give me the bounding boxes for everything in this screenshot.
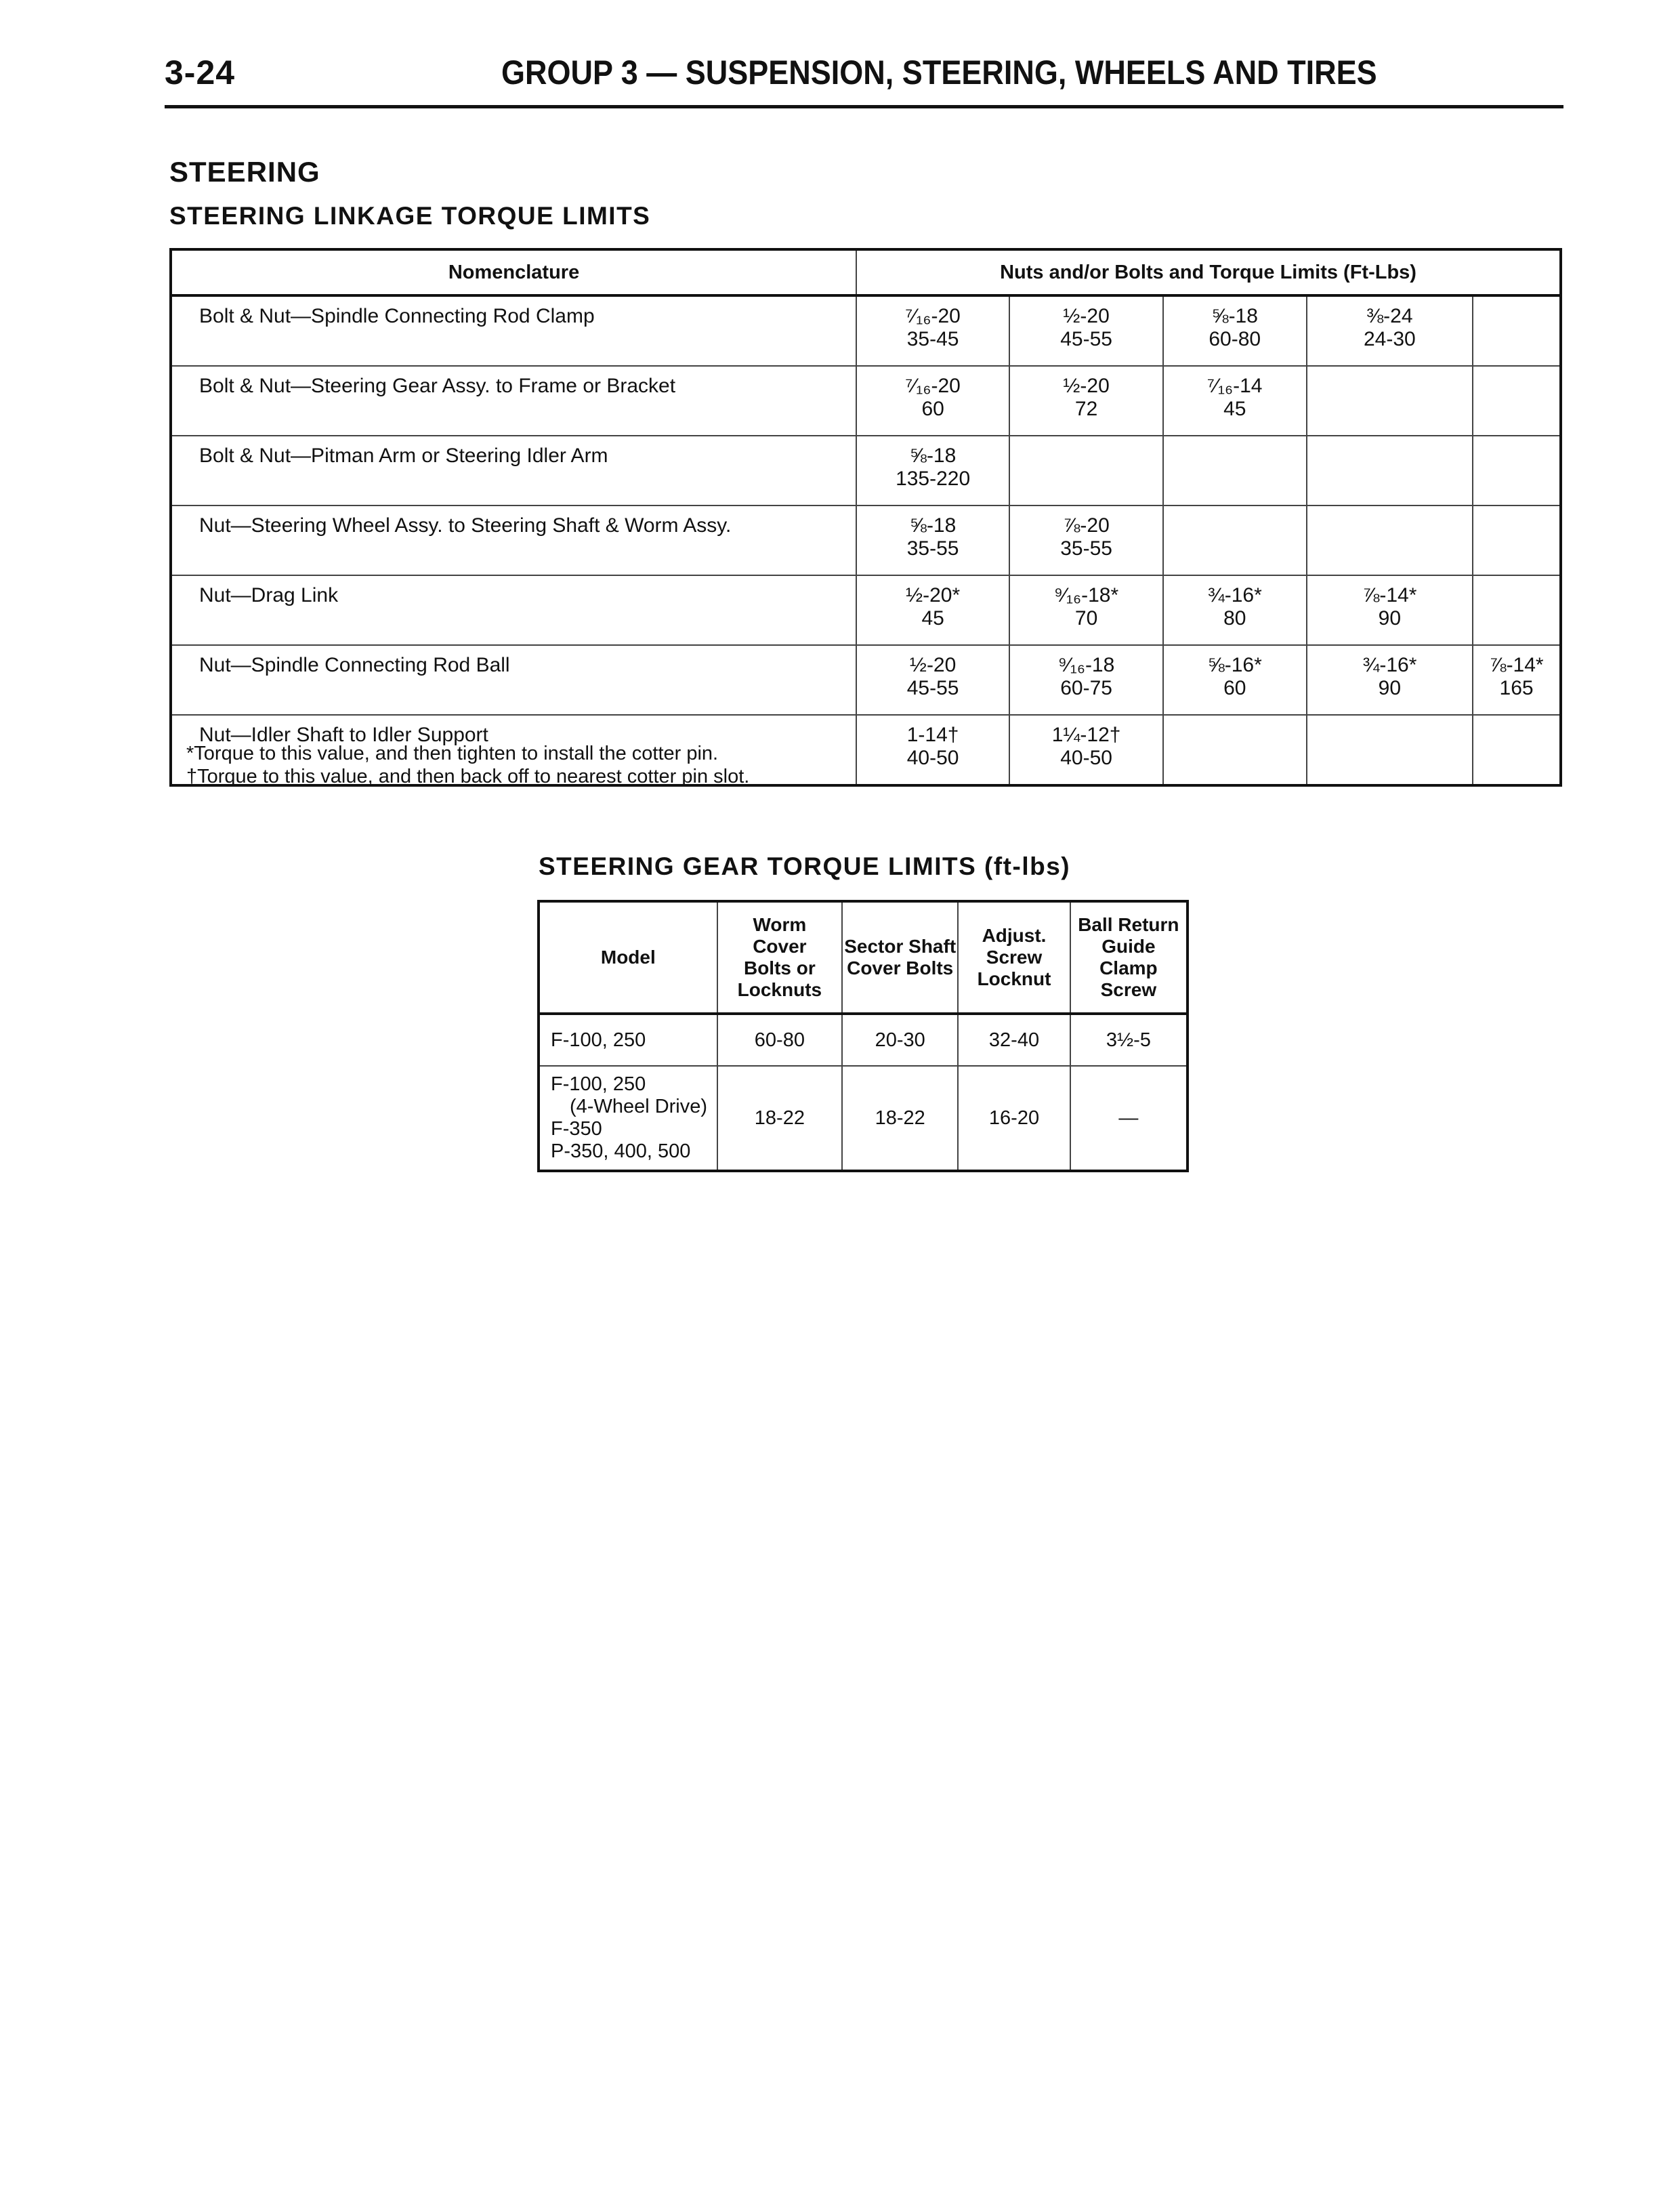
torque-cell: ⁷⁄₁₆-20 60 [856,366,1009,436]
table-header-row [171,249,1561,295]
torque-cell: 1¼-12† 40-50 [1009,715,1163,785]
col-worm-cover: Worm Cover Bolts or Locknuts [717,901,842,1014]
torque-cell [1473,366,1561,436]
nomenclature-cell: Nut—Steering Wheel Assy. to Steering Shaft & Worm Assy. [171,505,856,575]
torque-cell [1163,505,1307,575]
torque-cell: ⅝-18 135-220 [856,436,1009,505]
header-rule [165,105,1563,108]
torque-cell: ⅜-24 24-30 [1307,295,1473,366]
torque-cell [1307,436,1473,505]
sector-cell: 20-30 [842,1014,958,1066]
nomenclature-cell: Nut—Idler Shaft to Idler Support [171,715,856,785]
torque-cell [1473,505,1561,575]
torque-cell [1307,715,1473,785]
sector-cell: 18-22 [842,1066,958,1171]
adjust-cell: 32-40 [958,1014,1070,1066]
torque-cell: ⁷⁄₁₆-20 35-45 [856,295,1009,366]
torque-cell [1473,436,1561,505]
col-adjust-screw: Adjust. Screw Locknut [958,901,1070,1014]
table-row [171,295,1561,366]
torque-cell: ⅞-14* 165 [1473,645,1561,715]
table-row [171,366,1561,436]
footnote-asterisk: *Torque to this value, and then tighten to install the cotter pin. [186,743,719,764]
table-row [539,1014,1188,1066]
torque-cell: ⁹⁄₁₆-18 60-75 [1009,645,1163,715]
gear-torque-table [537,900,1189,1172]
torque-cell: ½-20 45-55 [1009,295,1163,366]
table-row [171,645,1561,715]
torque-cell [1473,575,1561,645]
col-sector-shaft: Sector Shaft Cover Bolts [842,901,958,1014]
torque-cell: ¾-16* 90 [1307,645,1473,715]
linkage-table-title: STEERING LINKAGE TORQUE LIMITS [169,202,651,230]
torque-cell: ¾-16* 80 [1163,575,1307,645]
torque-cell: ½-20 45-55 [856,645,1009,715]
torque-cell [1163,715,1307,785]
torque-cell: ⁹⁄₁₆-18* 70 [1009,575,1163,645]
section-title: STEERING [169,156,320,188]
col-torque-limits: Nuts and/or Bolts and Torque Limits (Ft-Lbs) [856,249,1561,295]
torque-cell: ⁷⁄₁₆-14 45 [1163,366,1307,436]
torque-cell: ⅝-18 60-80 [1163,295,1307,366]
gear-table-title: STEERING GEAR TORQUE LIMITS (ft-lbs) [539,852,1071,880]
table-row [171,505,1561,575]
torque-cell: ⅝-18 35-55 [856,505,1009,575]
page-number: 3-24 [165,54,236,91]
torque-cell: ½-20* 45 [856,575,1009,645]
nomenclature-cell: Bolt & Nut—Pitman Arm or Steering Idler Arm [171,436,856,505]
adjust-cell: 16-20 [958,1066,1070,1171]
footnote-dagger: †Torque to this value, and then back off to nearest cotter pin slot. [186,766,750,787]
ball-cell: — [1070,1066,1188,1171]
ball-cell: 3½-5 [1070,1014,1188,1066]
table-header-row [539,901,1188,1014]
torque-cell [1473,715,1561,785]
col-model: Model [539,901,717,1014]
torque-cell [1307,505,1473,575]
torque-cell: ½-20 72 [1009,366,1163,436]
model-cell: F-100, 250 [539,1014,717,1066]
table-row [171,436,1561,505]
linkage-torque-table [169,248,1562,787]
torque-cell [1307,366,1473,436]
nomenclature-cell: Bolt & Nut—Spindle Connecting Rod Clamp [171,295,856,366]
nomenclature-cell: Bolt & Nut—Steering Gear Assy. to Frame or Bracket [171,366,856,436]
col-ball-return: Ball Return Guide Clamp Screw [1070,901,1188,1014]
torque-cell: 1-14† 40-50 [856,715,1009,785]
table-row [171,575,1561,645]
torque-cell [1009,436,1163,505]
torque-cell: ⅞-20 35-55 [1009,505,1163,575]
model-cell: F-100, 250 (4-Wheel Drive) F-350 P-350, 400, 500 [539,1066,717,1171]
nomenclature-cell: Nut—Spindle Connecting Rod Ball [171,645,856,715]
footnotes [186,742,749,788]
torque-cell [1473,295,1561,366]
torque-cell [1163,436,1307,505]
torque-cell: ⅝-16* 60 [1163,645,1307,715]
table-row [539,1066,1188,1171]
worm-cell: 18-22 [717,1066,842,1171]
torque-cell: ⅞-14* 90 [1307,575,1473,645]
col-nomenclature: Nomenclature [171,249,856,295]
nomenclature-cell: Nut—Drag Link [171,575,856,645]
group-title: GROUP 3 — SUSPENSION, STEERING, WHEELS AND TIRES [501,54,1377,91]
worm-cell: 60-80 [717,1014,842,1066]
